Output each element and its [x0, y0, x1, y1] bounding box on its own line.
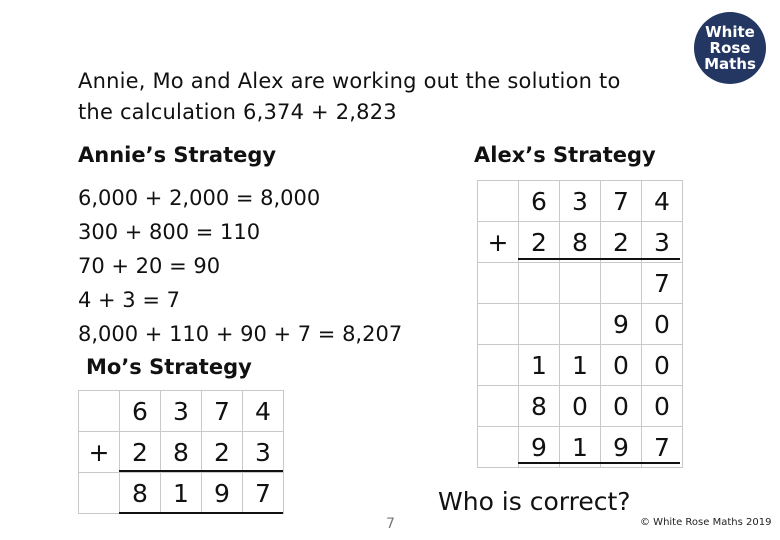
- grid-cell: 1: [560, 345, 601, 386]
- copyright-notice: © White Rose Maths 2019: [640, 517, 772, 528]
- grid-cell: 6: [120, 391, 161, 432]
- grid-cell: 4: [243, 391, 284, 432]
- question-prompt: Who is correct?: [438, 487, 631, 516]
- logo-line3: Maths: [704, 55, 756, 73]
- alex-strategy-title: Alex’s Strategy: [474, 143, 656, 167]
- grid-cell: 0: [642, 304, 683, 345]
- annie-line: 6,000 + 2,000 = 8,000: [78, 186, 321, 210]
- grid-cell: [478, 304, 519, 345]
- logo-line2: Rose: [709, 39, 751, 57]
- grid-row: [478, 304, 683, 345]
- grid-cell: 7: [601, 181, 642, 222]
- grid-cell: 7: [243, 473, 284, 514]
- annie-line: 8,000 + 110 + 90 + 7 = 8,207: [78, 322, 403, 346]
- grid-cell: 2: [202, 432, 243, 473]
- mo-total-line: [119, 512, 283, 514]
- grid-cell: [478, 345, 519, 386]
- alex-sum-line-top: [518, 258, 680, 260]
- grid-cell: [478, 427, 519, 468]
- grid-cell: [79, 473, 120, 514]
- annie-strategy-title: Annie’s Strategy: [78, 143, 277, 167]
- grid-cell: 7: [642, 263, 683, 304]
- grid-cell: 9: [601, 304, 642, 345]
- grid-cell: [478, 181, 519, 222]
- grid-cell: 6: [519, 181, 560, 222]
- grid-row: [478, 345, 683, 386]
- grid-cell: 0: [642, 345, 683, 386]
- grid-cell: 9: [519, 427, 560, 468]
- grid-cell: [560, 304, 601, 345]
- white-rose-maths-logo: [694, 12, 766, 84]
- grid-cell: 8: [161, 432, 202, 473]
- grid-cell: 0: [560, 386, 601, 427]
- grid-row: [478, 263, 683, 304]
- grid-cell: 3: [243, 432, 284, 473]
- mo-sum-line-top: [119, 470, 283, 472]
- grid-cell: [478, 263, 519, 304]
- mo-column-addition-grid: [78, 390, 284, 514]
- grid-cell: 9: [601, 427, 642, 468]
- alex-column-addition-grid: [477, 180, 683, 468]
- logo-line1: White: [705, 23, 755, 41]
- grid-row: [79, 391, 284, 432]
- grid-cell: 3: [161, 391, 202, 432]
- grid-cell: +: [79, 432, 120, 473]
- grid-row: [478, 222, 683, 263]
- grid-cell: 3: [642, 222, 683, 263]
- grid-cell: [601, 263, 642, 304]
- annie-line: 4 + 3 = 7: [78, 288, 180, 312]
- grid-row: [79, 473, 284, 514]
- grid-cell: 1: [519, 345, 560, 386]
- grid-cell: [478, 386, 519, 427]
- grid-cell: [519, 263, 560, 304]
- grid-cell: 0: [601, 386, 642, 427]
- grid-cell: [560, 263, 601, 304]
- grid-cell: 1: [161, 473, 202, 514]
- grid-cell: 9: [202, 473, 243, 514]
- page-number: 7: [386, 516, 395, 532]
- grid-row: [79, 432, 284, 473]
- mo-strategy-title: Mo’s Strategy: [86, 355, 252, 379]
- grid-cell: 2: [601, 222, 642, 263]
- grid-cell: [519, 304, 560, 345]
- grid-cell: 1: [560, 427, 601, 468]
- grid-row: [478, 181, 683, 222]
- alex-total-line: [518, 462, 680, 464]
- annie-line: 300 + 800 = 110: [78, 220, 261, 244]
- grid-cell: 7: [202, 391, 243, 432]
- annie-strategy-lines: [78, 181, 402, 351]
- grid-cell: 8: [120, 473, 161, 514]
- grid-cell: 2: [519, 222, 560, 263]
- grid-cell: 8: [560, 222, 601, 263]
- annie-line: 70 + 20 = 90: [78, 254, 221, 278]
- grid-cell: 8: [519, 386, 560, 427]
- grid-cell: 7: [642, 427, 683, 468]
- grid-cell: +: [478, 222, 519, 263]
- intro-line2: the calculation 6,374 + 2,823: [78, 100, 397, 124]
- grid-cell: 0: [601, 345, 642, 386]
- grid-row: [478, 386, 683, 427]
- grid-cell: 3: [560, 181, 601, 222]
- intro-line1: Annie, Mo and Alex are working out the solution to: [78, 69, 621, 93]
- question-intro: [78, 66, 621, 128]
- grid-cell: [79, 391, 120, 432]
- grid-cell: 2: [120, 432, 161, 473]
- grid-cell: 0: [642, 386, 683, 427]
- grid-cell: 4: [642, 181, 683, 222]
